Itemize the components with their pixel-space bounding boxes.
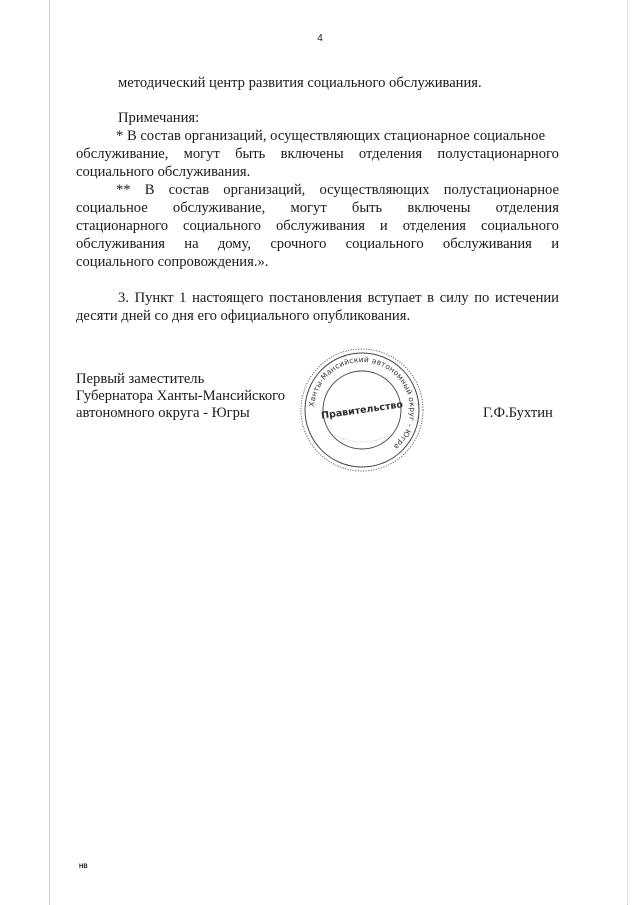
word: срочного [270,236,327,252]
note2-line5: социального сопровождения.». [76,254,269,270]
word: отделения [402,218,466,234]
word: обслуживание, [172,200,266,216]
seal-ring-text: Ханты-Мансийский автономный округ - Югра [307,354,418,452]
word: Пункт [134,290,174,306]
word: настоящего [192,290,264,306]
clause3-line1 [118,289,559,307]
signer-title-line1: Первый заместитель [76,371,205,387]
word: обслуживания [442,236,532,252]
word: быть [351,200,383,216]
note1-line1: * В состав организаций, осуществляющих стационарное социальное [116,128,546,144]
word: силу [439,290,469,306]
word: стационарного [76,218,169,234]
scan-edge-left [49,0,50,905]
signer-name: Г.Ф.Бухтин [483,405,553,421]
word: ** [116,182,131,198]
word: социальное [76,200,148,216]
word: социального [480,218,559,234]
intro-line: методический центр развития социального обслуживания. [118,75,482,91]
word: обслуживания [76,236,165,252]
word: по [474,290,490,306]
seal-center-text: Правительство [320,399,404,422]
note1-line2 [76,145,559,163]
official-seal [298,346,426,474]
word: обслуживания [275,218,365,234]
word: и [379,218,388,234]
note2-line4 [76,235,559,253]
word: В [144,182,155,198]
word: быть [235,146,266,162]
word: вступает [367,290,422,306]
word: организаций, [223,182,306,198]
word: социального [183,218,261,234]
word: социального [345,236,424,252]
signer-title-line2: Губернатора Ханты-Мансийского [76,388,286,404]
page-number: 4 [317,33,323,44]
signer-title-line3: автономного округа - Югры [76,405,250,421]
word: полустационарного [437,146,559,162]
clause3-line2: десяти дней со дня его официального опубликования. [76,308,411,324]
word: состав [168,182,210,198]
word: отделения [358,146,423,162]
word: включены [280,146,344,162]
word: осуществляющих [319,182,430,198]
word: 3. [118,290,129,306]
word: дому, [217,236,252,252]
word: могут [183,146,220,162]
notes-heading: Примечания: [118,110,200,126]
word: могут [290,200,327,216]
word: истечении [494,290,559,306]
word: на [184,236,199,252]
scan-edge-right [627,0,628,905]
word: постановления [269,290,362,306]
footer-mark: НВ [79,864,88,870]
word: обслуживание, [76,146,169,162]
word: отделения [495,200,559,216]
note1-line3: социального обслуживания. [76,164,251,180]
word: включены [407,200,471,216]
note2-line1 [116,181,559,199]
word: в [427,290,435,306]
note2-line3 [76,217,559,235]
word: полустационарное [443,182,559,198]
word: 1 [179,290,187,306]
word: и [551,236,559,252]
note2-line2 [76,199,559,217]
